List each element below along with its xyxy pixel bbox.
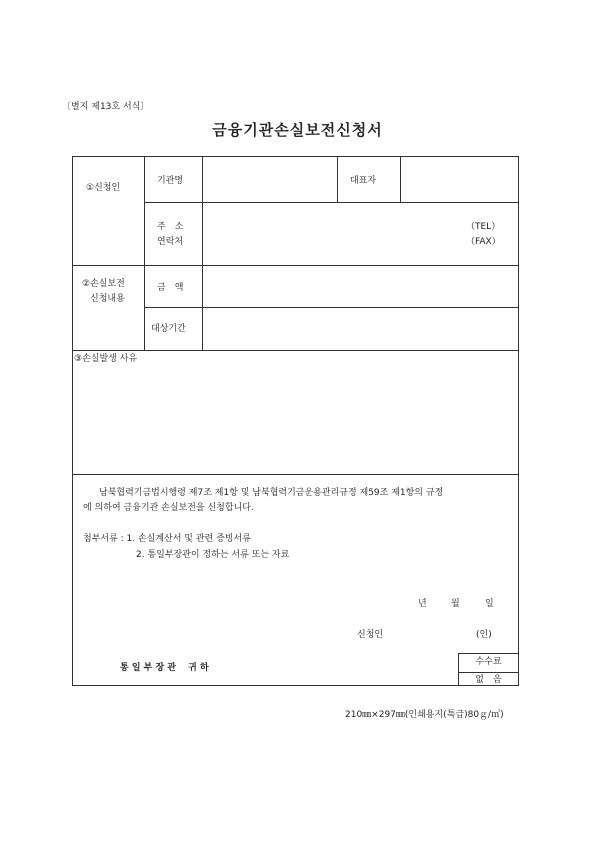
signer-label: 신청인 xyxy=(357,630,384,640)
date-year: 년 xyxy=(418,599,427,609)
attachment-item-2: 2. 통일부장관이 정하는 서류 또는 자료 xyxy=(136,550,290,560)
address-field[interactable] xyxy=(202,203,462,264)
addressee: 통 일 부 장 관 귀 하 xyxy=(120,663,209,673)
loss-reason-field[interactable] xyxy=(73,366,518,473)
org-name-field[interactable] xyxy=(202,158,337,202)
divider xyxy=(144,156,145,350)
paper-spec: 210㎜×297㎜(인쇄용지(특급)80ｇ/㎡) xyxy=(345,710,504,720)
divider xyxy=(337,156,338,202)
divider xyxy=(72,350,519,351)
representative-field[interactable] xyxy=(400,158,518,202)
divider xyxy=(458,672,519,673)
loss-section-label: ②손실보전 xyxy=(82,279,125,289)
form-number: 〔별지 제13호 서식〕 xyxy=(62,102,150,112)
attachments-label: 첨부서류 : 1. 손실계산서 및 관련 증빙서류 xyxy=(83,534,251,544)
statement-text: 남북협력기금법시행령 제7조 제1항 및 남북협력기금운용관리규정 제59조 제1항의 규정 xyxy=(99,488,444,498)
fee-label: 수수료 xyxy=(475,657,502,667)
statement-text-2: 에 의하여 금융기관 손실보전을 신청합니다. xyxy=(83,503,254,513)
loss-reason-label: ③손실발생 사유 xyxy=(74,354,138,364)
applicant-section-label: ①신청인 xyxy=(86,183,121,193)
org-name-label: 기관명 xyxy=(157,176,184,186)
date-day: 일 xyxy=(485,599,494,609)
fax-label: （FAX） xyxy=(466,237,501,247)
contact-label: 연락처 xyxy=(157,237,184,247)
fee-value: 없 음 xyxy=(475,675,502,685)
period-field[interactable] xyxy=(202,308,518,349)
amount-field[interactable] xyxy=(202,266,518,306)
period-label: 대상기간 xyxy=(151,324,186,334)
amount-label: 금 액 xyxy=(157,283,184,293)
form-title: 금융기관손실보전신청서 xyxy=(212,121,383,139)
loss-section-label-2: 신청내용 xyxy=(90,294,125,304)
divider xyxy=(72,474,519,475)
divider xyxy=(458,653,519,654)
tel-label: （TEL） xyxy=(466,222,501,232)
signer-field[interactable] xyxy=(394,628,474,642)
address-label: 주 소 xyxy=(157,222,184,232)
seal-mark: (인) xyxy=(476,630,492,640)
representative-label: 대표자 xyxy=(350,176,377,186)
date-month: 월 xyxy=(451,599,460,609)
